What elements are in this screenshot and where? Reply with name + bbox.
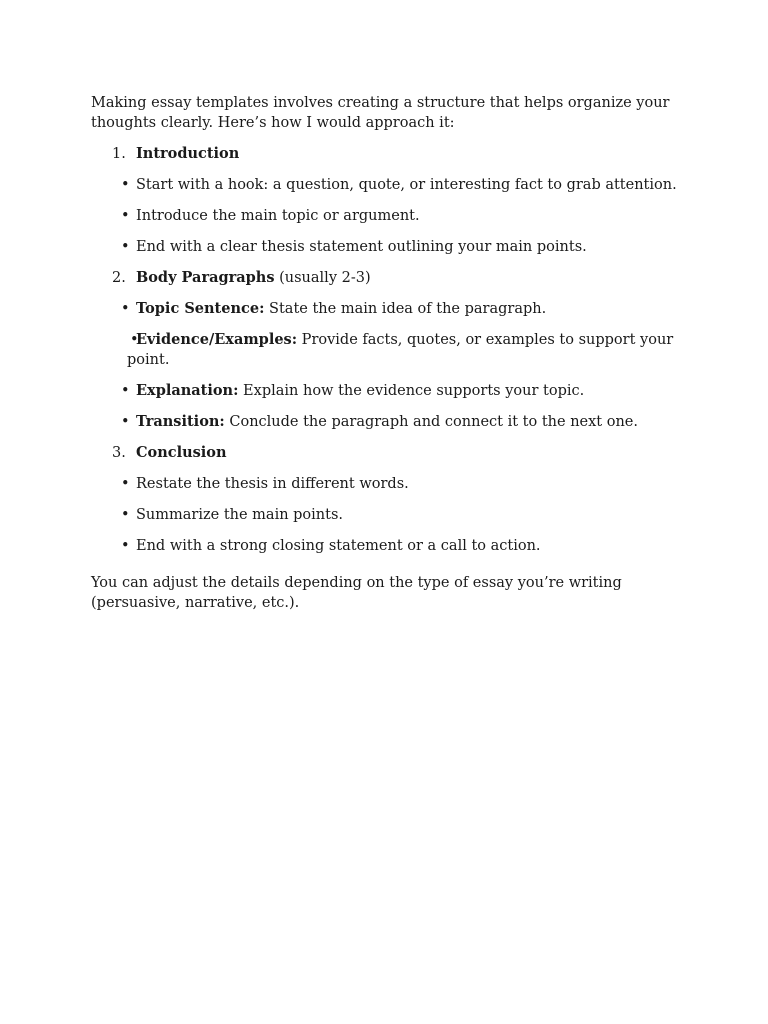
- section-heading: [91, 268, 682, 288]
- bullet-text: Provide facts, quotes, or examples to support your point.: [127, 332, 674, 368]
- section-body-paragraphs: [91, 268, 682, 432]
- bullet-icon: •: [121, 301, 130, 317]
- section-title: Introduction: [136, 145, 240, 162]
- bullet-text: State the main idea of the paragraph.: [264, 301, 547, 317]
- bullet-text: Summarize the main points.: [136, 507, 344, 523]
- list-item: [91, 474, 682, 494]
- bullet-icon: •: [121, 177, 130, 193]
- bullet-text: Explain how the evidence supports your topic.: [238, 383, 585, 399]
- list-item: [91, 175, 682, 195]
- section-title: Body Paragraphs: [136, 269, 275, 286]
- intro-paragraph: Making essay templates involves creating a structure that helps organize your thoughts clearly. Here’s how I would approach it:: [91, 95, 670, 131]
- section-title-suffix: (usually 2-3): [274, 270, 371, 286]
- bullet-icon: •: [121, 239, 130, 255]
- section-title: Conclusion: [136, 444, 227, 461]
- bullet-icon: •: [121, 414, 130, 430]
- section-introduction: [91, 144, 682, 257]
- section-conclusion: [91, 443, 682, 556]
- list-item: [91, 330, 682, 370]
- bullet-text: Introduce the main topic or argument.: [136, 208, 420, 224]
- closing-paragraph: You can adjust the details depending on the type of essay you’re writing (persuasive, narrative, etc.).: [91, 575, 622, 611]
- list-item: [91, 505, 682, 525]
- bullet-lead: Evidence/Examples:: [136, 331, 298, 348]
- bullet-lead: Transition:: [136, 413, 225, 430]
- bullet-lead: Topic Sentence:: [136, 300, 265, 317]
- section-heading: [91, 144, 682, 164]
- bullet-text: End with a strong closing statement or a call to action.: [136, 538, 541, 554]
- list-item: [91, 381, 682, 401]
- bullet-text: Restate the thesis in different words.: [136, 476, 409, 492]
- section-number: 1.: [112, 146, 126, 162]
- bullet-lead: Explanation:: [136, 382, 239, 399]
- list-item: [91, 237, 682, 257]
- section-number: 2.: [112, 270, 126, 286]
- list-item: [91, 299, 682, 319]
- bullet-text: Start with a hook: a question, quote, or interesting fact to grab attention.: [136, 177, 677, 193]
- section-heading: [91, 443, 682, 463]
- list-item: [91, 536, 682, 556]
- bullet-text: End with a clear thesis statement outlining your main points.: [136, 239, 587, 255]
- bullet-icon: •: [121, 476, 130, 492]
- bullet-text: Conclude the paragraph and connect it to the next one.: [224, 414, 638, 430]
- bullet-icon: •: [121, 208, 130, 224]
- bullet-icon: •: [121, 507, 130, 523]
- list-item: [91, 412, 682, 432]
- bullet-icon: •: [121, 538, 130, 554]
- bullet-icon: •: [121, 383, 130, 399]
- section-number: 3.: [112, 445, 126, 461]
- bullet-icon: •: [130, 332, 139, 348]
- list-item: [91, 206, 682, 226]
